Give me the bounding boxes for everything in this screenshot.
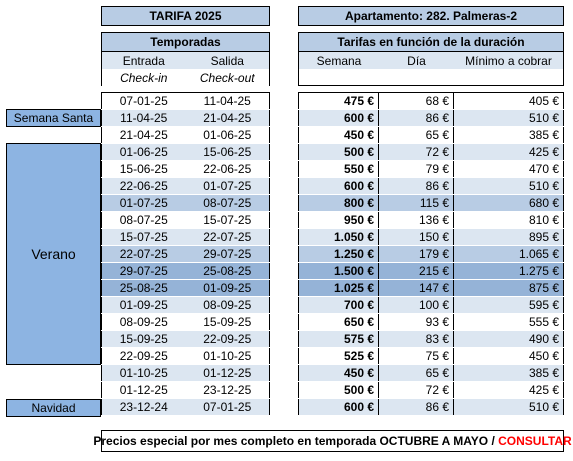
dia-cell: 65 € <box>379 365 454 382</box>
checkout-label: Check-out <box>186 69 270 86</box>
dia-cell: 150 € <box>379 229 454 246</box>
salida-cell: 01-09-25 <box>186 280 270 297</box>
dia-cell: 68 € <box>379 93 454 110</box>
dia-cell: 215 € <box>379 263 454 280</box>
minimo-cell: 425 € <box>454 144 564 161</box>
semana-cell: 475 € <box>299 93 379 110</box>
minimo-cell: 810 € <box>454 212 564 229</box>
dia-cell: 83 € <box>379 331 454 348</box>
minimo-cell: 510 € <box>454 178 564 195</box>
salida-cell: 01-12-25 <box>186 365 270 382</box>
entrada-cell: 01-09-25 <box>102 297 186 314</box>
salida-cell: 15-06-25 <box>186 144 270 161</box>
price-row <box>299 365 564 382</box>
salida-cell: 11-04-25 <box>186 93 270 110</box>
semana-cell: 600 € <box>299 399 379 416</box>
entrada-cell: 29-07-25 <box>102 263 186 280</box>
dia-label: Día <box>379 52 454 69</box>
minimo-cell: 1.065 € <box>454 246 564 263</box>
dia-cell: 179 € <box>379 246 454 263</box>
semana-cell: 450 € <box>299 127 379 144</box>
season-semana-santa: Semana Santa <box>6 109 101 127</box>
minimo-cell: 895 € <box>454 229 564 246</box>
date-row <box>102 280 270 297</box>
date-row <box>102 331 270 348</box>
price-row <box>299 348 564 365</box>
minimo-cell: 385 € <box>454 127 564 144</box>
entrada-cell: 21-04-25 <box>102 127 186 144</box>
price-row <box>299 195 564 212</box>
salida-cell: 23-12-25 <box>186 382 270 399</box>
semana-label: Semana <box>299 52 379 69</box>
dia-cell: 86 € <box>379 110 454 127</box>
monthly-price-note <box>93 430 572 452</box>
salida-cell: 01-06-25 <box>186 127 270 144</box>
salida-cell: 22-06-25 <box>186 161 270 178</box>
consultar-link[interactable]: CONSULTAR <box>498 434 572 448</box>
dates-table <box>101 92 270 416</box>
semana-cell: 500 € <box>299 382 379 399</box>
date-row <box>102 212 270 229</box>
salida-cell: 21-04-25 <box>186 110 270 127</box>
date-row <box>102 195 270 212</box>
semana-cell: 500 € <box>299 144 379 161</box>
prices-table <box>298 92 564 416</box>
entrada-cell: 01-10-25 <box>102 365 186 382</box>
minimo-cell: 425 € <box>454 382 564 399</box>
salida-cell: 01-10-25 <box>186 348 270 365</box>
semana-cell: 800 € <box>299 195 379 212</box>
dia-cell: 75 € <box>379 348 454 365</box>
temporadas-header-block <box>101 32 270 86</box>
entrada-cell: 01-12-25 <box>102 382 186 399</box>
price-row <box>299 110 564 127</box>
dia-cell: 100 € <box>379 297 454 314</box>
price-row <box>299 229 564 246</box>
entrada-cell: 01-07-25 <box>102 195 186 212</box>
checkin-label: Check-in <box>102 69 186 86</box>
salida-cell: 29-07-25 <box>186 246 270 263</box>
salida-cell: 07-01-25 <box>186 399 270 416</box>
dia-cell: 79 € <box>379 161 454 178</box>
price-row <box>299 127 564 144</box>
salida-cell: 22-09-25 <box>186 331 270 348</box>
entrada-cell: 15-07-25 <box>102 229 186 246</box>
date-row <box>102 161 270 178</box>
semana-cell: 1.050 € <box>299 229 379 246</box>
minimo-cell: 875 € <box>454 280 564 297</box>
tarifas-header: Tarifas en función de la duración <box>299 33 563 52</box>
date-row <box>102 314 270 331</box>
date-row <box>102 127 270 144</box>
date-row <box>102 263 270 280</box>
minimo-cell: 385 € <box>454 365 564 382</box>
price-row <box>299 246 564 263</box>
salida-cell: 22-07-25 <box>186 229 270 246</box>
price-row <box>299 263 564 280</box>
entrada-cell: 22-07-25 <box>102 246 186 263</box>
minimo-cell: 555 € <box>454 314 564 331</box>
entrada-label: Entrada <box>102 52 186 69</box>
minimo-cell: 595 € <box>454 297 564 314</box>
price-row <box>299 280 564 297</box>
date-row <box>102 93 270 110</box>
date-row <box>102 348 270 365</box>
salida-label: Salida <box>186 52 270 69</box>
tarifas-header-block <box>298 32 564 86</box>
price-row <box>299 93 564 110</box>
dia-cell: 72 € <box>379 382 454 399</box>
minimo-cell: 490 € <box>454 331 564 348</box>
tarifa-title: TARIFA 2025 <box>101 6 270 26</box>
price-row <box>299 178 564 195</box>
price-row <box>299 382 564 399</box>
dia-cell: 115 € <box>379 195 454 212</box>
dia-cell: 72 € <box>379 144 454 161</box>
date-row <box>102 246 270 263</box>
entrada-cell: 08-09-25 <box>102 314 186 331</box>
note-text: Precios especial por mes completo en temporada OCTUBRE A MAYO / <box>93 434 499 448</box>
price-row <box>299 314 564 331</box>
minimo-cell: 680 € <box>454 195 564 212</box>
season-verano: Verano <box>6 143 101 365</box>
semana-cell: 1.025 € <box>299 280 379 297</box>
dia-cell: 136 € <box>379 212 454 229</box>
semana-cell: 575 € <box>299 331 379 348</box>
semana-cell: 1.250 € <box>299 246 379 263</box>
date-row <box>102 399 270 416</box>
date-row <box>102 229 270 246</box>
semana-cell: 700 € <box>299 297 379 314</box>
semana-cell: 650 € <box>299 314 379 331</box>
date-row <box>102 365 270 382</box>
minimo-cell: 450 € <box>454 348 564 365</box>
price-row <box>299 144 564 161</box>
dia-cell: 86 € <box>379 178 454 195</box>
entrada-cell: 23-12-24 <box>102 399 186 416</box>
semana-cell: 550 € <box>299 161 379 178</box>
semana-cell: 950 € <box>299 212 379 229</box>
date-row <box>102 110 270 127</box>
semana-cell: 600 € <box>299 110 379 127</box>
entrada-cell: 07-01-25 <box>102 93 186 110</box>
apartment-title: Apartamento: 282. Palmeras-2 <box>298 6 564 26</box>
price-row <box>299 331 564 348</box>
minimo-label: Mínimo a cobrar <box>454 52 563 69</box>
semana-cell: 525 € <box>299 348 379 365</box>
entrada-cell: 22-09-25 <box>102 348 186 365</box>
dia-cell: 93 € <box>379 314 454 331</box>
season-navidad: Navidad <box>6 399 101 417</box>
date-row <box>102 178 270 195</box>
minimo-cell: 470 € <box>454 161 564 178</box>
temporadas-header: Temporadas <box>102 33 269 52</box>
semana-cell: 1.500 € <box>299 263 379 280</box>
salida-cell: 15-09-25 <box>186 314 270 331</box>
entrada-cell: 22-06-25 <box>102 178 186 195</box>
dia-cell: 86 € <box>379 399 454 416</box>
salida-cell: 01-07-25 <box>186 178 270 195</box>
date-row <box>102 144 270 161</box>
salida-cell: 08-09-25 <box>186 297 270 314</box>
minimo-cell: 510 € <box>454 110 564 127</box>
price-row <box>299 297 564 314</box>
price-row <box>299 399 564 416</box>
date-row <box>102 297 270 314</box>
salida-cell: 08-07-25 <box>186 195 270 212</box>
entrada-cell: 11-04-25 <box>102 110 186 127</box>
entrada-cell: 08-07-25 <box>102 212 186 229</box>
entrada-cell: 25-08-25 <box>102 280 186 297</box>
entrada-cell: 01-06-25 <box>102 144 186 161</box>
dia-cell: 147 € <box>379 280 454 297</box>
price-row <box>299 212 564 229</box>
semana-cell: 450 € <box>299 365 379 382</box>
semana-cell: 600 € <box>299 178 379 195</box>
salida-cell: 25-08-25 <box>186 263 270 280</box>
date-row <box>102 382 270 399</box>
minimo-cell: 510 € <box>454 399 564 416</box>
price-row <box>299 161 564 178</box>
salida-cell: 15-07-25 <box>186 212 270 229</box>
entrada-cell: 15-09-25 <box>102 331 186 348</box>
minimo-cell: 1.275 € <box>454 263 564 280</box>
entrada-cell: 15-06-25 <box>102 161 186 178</box>
minimo-cell: 405 € <box>454 93 564 110</box>
dia-cell: 65 € <box>379 127 454 144</box>
